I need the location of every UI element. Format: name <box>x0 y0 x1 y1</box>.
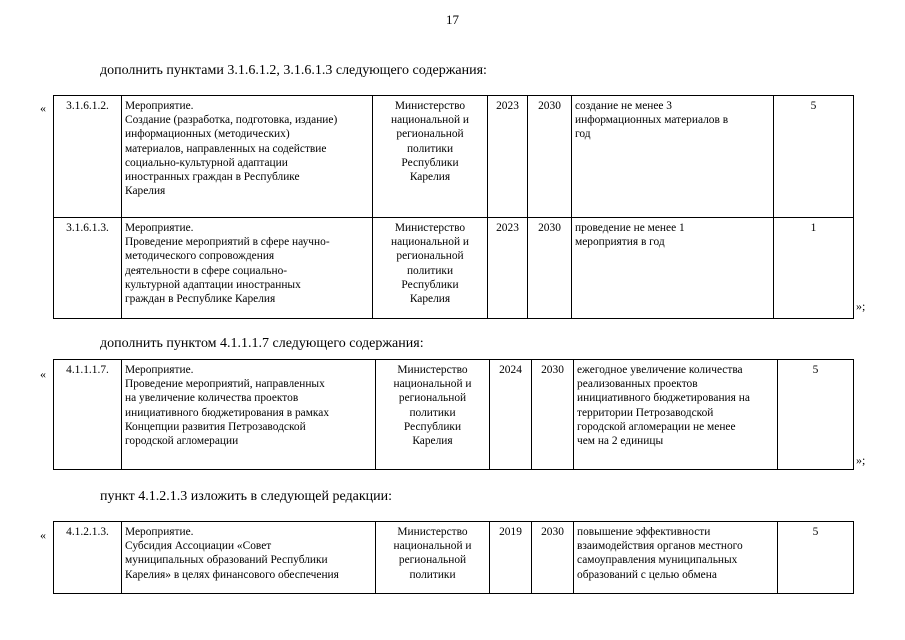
section-1-open-quote: « <box>40 101 46 115</box>
section-2-close-quote: »; <box>856 453 866 467</box>
item-number: 3.1.6.1.2. <box>54 96 122 218</box>
start-year: 2023 <box>488 96 528 218</box>
section-1-close-quote: »; <box>856 299 866 313</box>
indicator: проведение не менее 1 мероприятия в год <box>572 218 774 319</box>
end-year: 2030 <box>532 522 574 594</box>
section-3-intro: пункт 4.1.2.1.3 изложить в следующей редакции: <box>100 489 392 504</box>
end-year: 2030 <box>528 218 572 319</box>
executor: Министерство национальной и региональной политики Республики Карелия <box>373 218 488 319</box>
item-number: 4.1.1.1.7. <box>54 360 122 470</box>
section-3-open-quote: « <box>40 528 46 542</box>
section-1-intro: дополнить пунктами 3.1.6.1.2, 3.1.6.1.3 следующего содержания: <box>100 63 487 78</box>
indicator: ежегодное увеличение количества реализованных проектов инициативного бюджетирования на территории Петрозаводской городской агломерации не менее чем на 2 единицы <box>574 360 778 470</box>
table-row <box>54 96 854 218</box>
end-year: 2030 <box>532 360 574 470</box>
indicator: создание не менее 3 информационных материалов в год <box>572 96 774 218</box>
section-3-table <box>53 521 854 594</box>
table-row <box>54 360 854 470</box>
item-number: 3.1.6.1.3. <box>54 218 122 319</box>
section-1-table <box>53 95 854 319</box>
section-2-table <box>53 359 854 470</box>
indicator-value: 5 <box>778 522 854 594</box>
indicator-value: 5 <box>778 360 854 470</box>
table-row <box>54 218 854 319</box>
section-2-open-quote: « <box>40 367 46 381</box>
end-year: 2030 <box>528 96 572 218</box>
activity-description: Мероприятие. Субсидия Ассоциации «Совет муниципальных образований Республики Карелия» в целях финансового обеспечения <box>122 522 376 594</box>
indicator-value: 5 <box>774 96 854 218</box>
activity-description: Мероприятие. Проведение мероприятий, направленных на увеличение количества проектов инициативного бюджетирования в рамках Концепции развития Петрозаводской городской агломерации <box>122 360 376 470</box>
executor: Министерство национальной и региональной политики Республики Карелия <box>373 96 488 218</box>
page-number: 17 <box>446 12 459 27</box>
start-year: 2024 <box>490 360 532 470</box>
activity-description: Мероприятие. Создание (разработка, подготовка, издание) информационных (методических) материалов, направленных на содействие социально-культурной адаптации иностранных граждан в Республике Карелия <box>122 96 373 218</box>
table-row <box>54 522 854 594</box>
item-number: 4.1.2.1.3. <box>54 522 122 594</box>
executor: Министерство национальной и региональной политики Республики Карелия <box>376 360 490 470</box>
start-year: 2023 <box>488 218 528 319</box>
executor: Министерство национальной и региональной политики <box>376 522 490 594</box>
start-year: 2019 <box>490 522 532 594</box>
indicator-value: 1 <box>774 218 854 319</box>
indicator: повышение эффективности взаимодействия органов местного самоуправления муниципальных образований с целью обмена <box>574 522 778 594</box>
section-2-intro: дополнить пунктом 4.1.1.1.7 следующего содержания: <box>100 336 424 351</box>
activity-description: Мероприятие. Проведение мероприятий в сфере научно- методического сопровождения деятельности в сфере социально- культурной адаптации иностранных граждан в Республике Карелия <box>122 218 373 319</box>
